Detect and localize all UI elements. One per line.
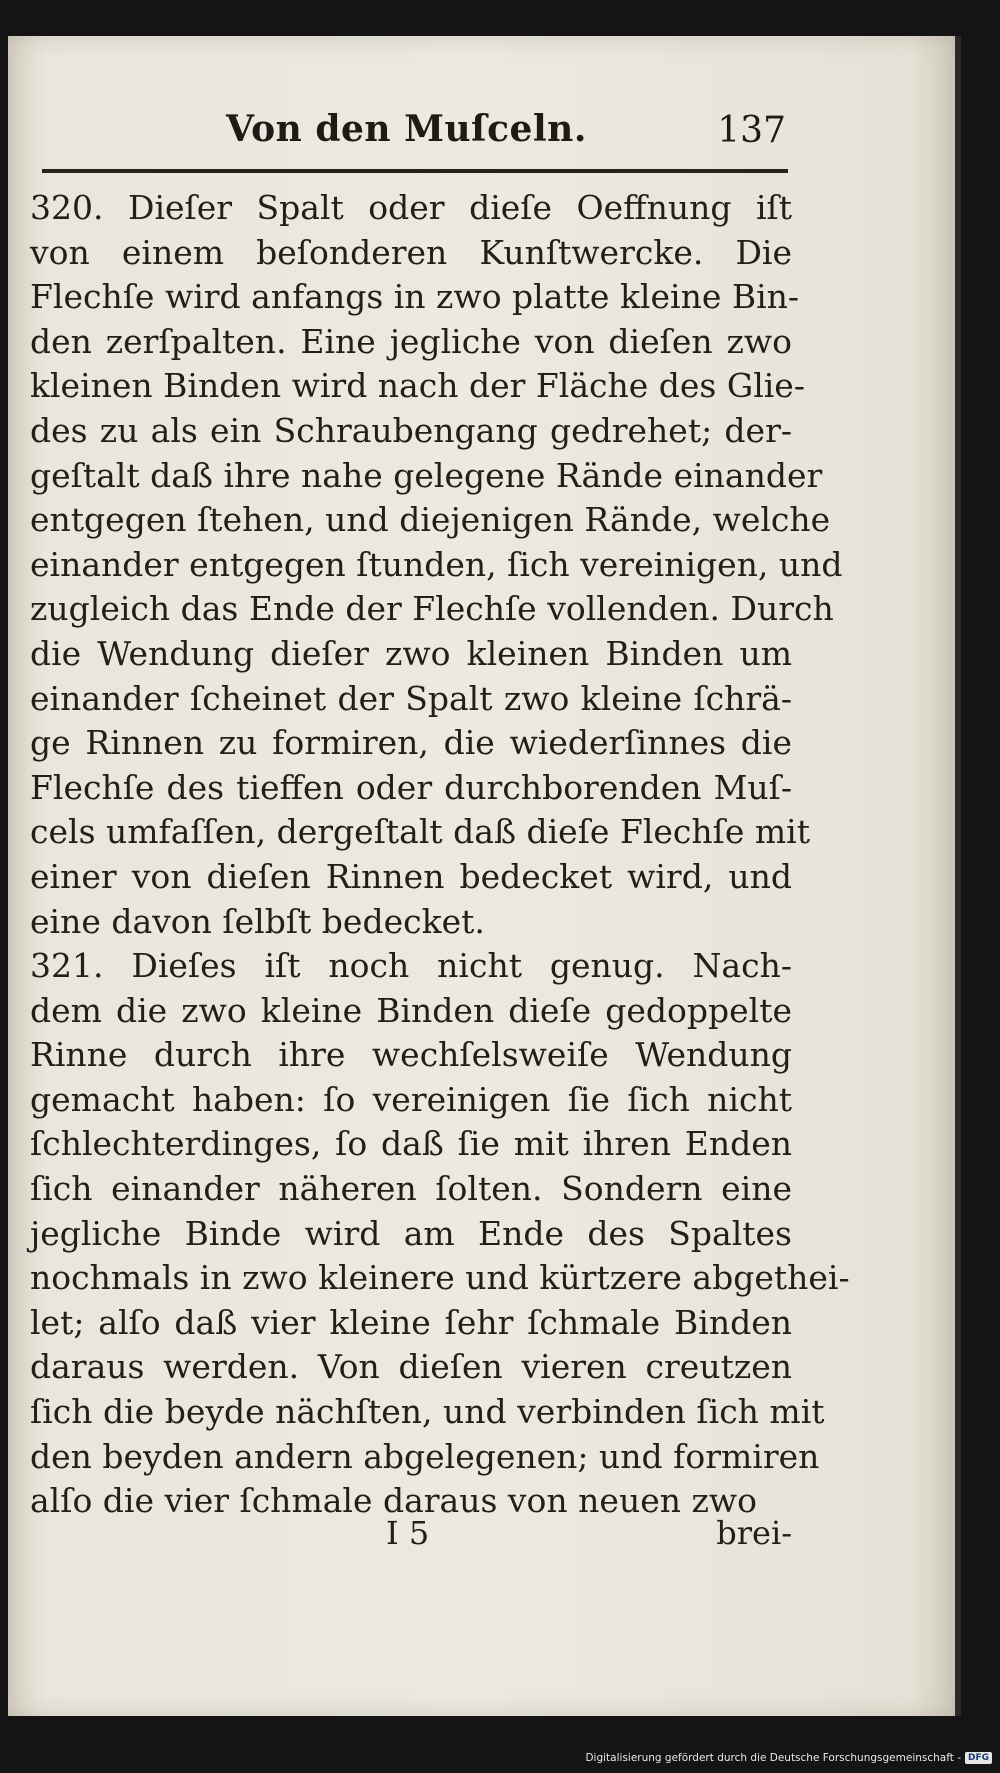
text-line: die Wendung dieſer zwo kleinen Binden um bbox=[30, 633, 792, 673]
text-line: geſtalt daß ihre nahe gelegene Rände einander bbox=[30, 455, 823, 495]
text-line: dem die zwo kleine Binden dieſe gedoppelte bbox=[30, 990, 792, 1030]
text-line: Rinne durch ihre wechſelsweiſe Wendung bbox=[30, 1035, 792, 1075]
page-header bbox=[36, 106, 786, 162]
text-line: ſchlechterdinges, ſo daß ſie mit ihren Enden bbox=[30, 1124, 792, 1164]
credit-text: Digitalisierung gefördert durch die Deutsche Forschungsgemeinschaft - bbox=[585, 1752, 961, 1764]
text-line: eine davon ſelbſt bedecket. bbox=[30, 901, 485, 941]
text-line: ge Rinnen zu formiren, die wiederſinnes die bbox=[30, 723, 792, 763]
text-line: den zerſpalten. Eine jegliche von dieſen zwo bbox=[30, 321, 792, 361]
text-line: nochmals in zwo kleinere und kürtzere abgethei- bbox=[30, 1258, 850, 1298]
text-line: daraus werden. Von dieſen vieren creutzen bbox=[30, 1347, 792, 1387]
text-line: einer von dieſen Rinnen bedecket wird, und bbox=[30, 856, 792, 896]
text-line: alſo die vier ſchmale daraus von neuen zwo bbox=[30, 1481, 757, 1521]
running-title: Von den Muſceln. bbox=[226, 108, 587, 150]
dfg-logo: DFG bbox=[965, 1752, 992, 1764]
page-number: 137 bbox=[717, 110, 786, 151]
page-footer bbox=[30, 1514, 792, 1560]
text-line: cels umfaſſen, dergeſtalt daß dieſe Flechſe mit bbox=[30, 812, 810, 852]
text-line: 321. Dieſes iſt noch nicht genug. Nach- bbox=[30, 946, 792, 986]
text-line: Flechſe wird anfangs in zwo platte kleine Bin- bbox=[30, 277, 800, 317]
page-edge-shadow bbox=[955, 36, 961, 1716]
text-line: von einem beſonderen Kunſtwercke. Die bbox=[30, 232, 792, 272]
text-line: kleinen Binden wird nach der Fläche des Glie- bbox=[30, 366, 805, 406]
text-line: ſich die beyde nächſten, und verbinden ſich mit bbox=[30, 1392, 825, 1432]
text-line: ſich einander näheren ſolten. Sondern eine bbox=[30, 1169, 792, 1209]
signature-mark: I 5 bbox=[386, 1514, 430, 1552]
body-text bbox=[30, 186, 850, 1524]
text-line: entgegen ſtehen, und diejenigen Rände, welche bbox=[30, 500, 831, 540]
text-line: Flechſe des tieffen oder durchborenden Muſ- bbox=[30, 767, 792, 807]
text-line: einander ſcheinet der Spalt zwo kleine ſchrä- bbox=[30, 678, 792, 718]
text-line: jegliche Binde wird am Ende des Spaltes bbox=[30, 1213, 792, 1253]
text-line: einander entgegen ſtunden, ſich vereinigen, und bbox=[30, 544, 843, 584]
text-line: zugleich das Ende der Flechſe vollenden. Durch bbox=[30, 589, 834, 629]
digitization-credit bbox=[585, 1752, 992, 1764]
text-line: gemacht haben: ſo vereinigen ſie ſich nicht bbox=[30, 1079, 792, 1119]
text-line: den beyden andern abgelegenen; und formiren bbox=[30, 1436, 820, 1476]
header-rule bbox=[42, 169, 788, 173]
catchword: brei- bbox=[716, 1514, 792, 1552]
text-line: des zu als ein Schraubengang gedrehet; der- bbox=[30, 410, 792, 450]
text-line: 320. Dieſer Spalt oder dieſe Oeffnung iſt bbox=[30, 188, 792, 227]
text-line: let; alſo daß vier kleine ſehr ſchmale Binden bbox=[30, 1302, 792, 1342]
